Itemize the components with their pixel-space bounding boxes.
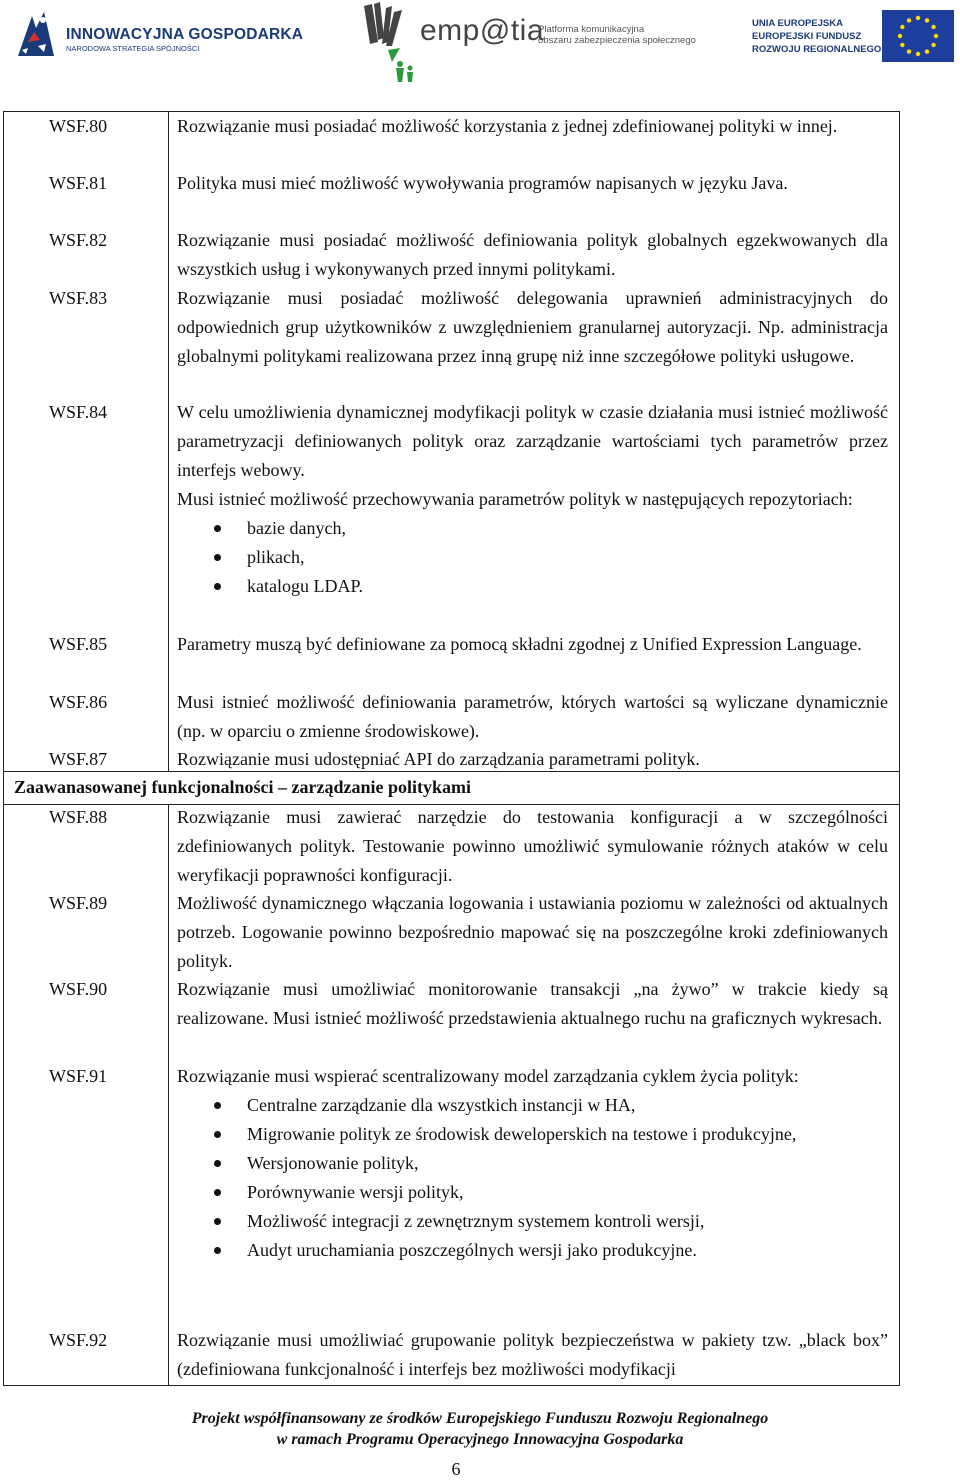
req-id: WSF.86: [49, 692, 108, 712]
req-text-paragraph-2: Musi istnieć możliwość przechowywania parametrów polityk w następujących repozytoriach:: [177, 489, 853, 509]
list-item: bazie danych,: [177, 514, 888, 543]
req-text: [177, 169, 888, 198]
list-item: Możliwość integracji z zewnętrznym systemem kontroli wersji,: [177, 1207, 888, 1236]
list-item: Audyt uruchamiania poszczególnych wersji jako produkcyjne.: [177, 1236, 888, 1265]
section-header-row: [4, 771, 899, 805]
ig-logo-title: INNOWACYJNA GOSPODARKA: [66, 26, 304, 43]
list-item: Centralne zarządzanie dla wszystkich instancji w HA,: [177, 1091, 888, 1120]
page-header: [0, 0, 960, 90]
req-text-paragraph: Możliwość dynamicznego włączania logowania i ustawiania poziomu w zależności od aktualnych potrzeb. Logowanie powinno bezpośrednio mapować się na poszczególne kroki zdefiniowanych polityk.: [177, 893, 888, 971]
eu-logo-text: [752, 17, 881, 56]
req-id: WSF.82: [49, 230, 108, 250]
bullet-list: [177, 1091, 888, 1265]
req-text: [177, 630, 888, 659]
req-id: WSF.80: [49, 116, 108, 136]
ig-emblem-icon: [14, 6, 58, 62]
req-text-paragraph: Rozwiązanie musi posiadać możliwość delegowania uprawnień administracyjnych do odpowiednich grup użytkowników z uwzględnieniem granularnej autoryzacji. Np. administracja globalnymi politykami realizowana przez inną grupę niż inne szczegółowe polityki usługowe.: [177, 288, 888, 366]
footer-line2: w ramach Programu Operacyjnego Innowacyjna Gospodarka: [276, 1431, 684, 1448]
req-id: WSF.83: [49, 288, 108, 308]
req-id: WSF.91: [49, 1066, 108, 1086]
req-id: WSF.92: [49, 1330, 108, 1350]
req-id: WSF.87: [49, 749, 108, 769]
req-text: [177, 1326, 888, 1384]
req-id: WSF.90: [49, 979, 108, 999]
eu-line2: EUROPEJSKI FUNDUSZ: [752, 31, 862, 42]
req-text: [177, 1062, 888, 1265]
eu-line3: ROZWOJU REGIONALNEGO: [752, 44, 882, 55]
empatia-logo: [358, 2, 696, 86]
bullet-list: [177, 514, 888, 601]
req-id: WSF.85: [49, 634, 108, 654]
req-text: [177, 889, 888, 976]
req-text: [177, 975, 888, 1033]
req-text: [177, 803, 888, 890]
empatia-logo-subtitle: [538, 24, 696, 46]
req-text: [177, 398, 888, 601]
list-item: plikach,: [177, 543, 888, 572]
empatia-subtitle-line1: Platforma komunikacyjna: [538, 24, 645, 35]
req-id: WSF.81: [49, 173, 108, 193]
req-text: [177, 284, 888, 371]
req-text-paragraph: Rozwiązanie musi zawierać narzędzie do testowania konfiguracji a w szczególności zdefiniowanych polityk. Testowanie powinno umożliwić symulowanie różnych ataków w celu weryfikacji poprawności konfiguracji.: [177, 807, 888, 885]
req-text-paragraph: Rozwiązanie musi posiadać możliwość korzystania z jednej zdefiniowanej polityki w innej.: [177, 116, 838, 136]
page-footer: [0, 1408, 960, 1450]
req-text-paragraph: W celu umożliwienia dynamicznej modyfikacji polityk w czasie działania musi istnieć możliwość parametryzacji definiowanych polityk oraz zarządzanie wartościami tych parametrów przez interfejs webowy.: [177, 402, 888, 480]
eu-flag-icon: [882, 10, 954, 62]
empatia-logo-name: emp@tia: [420, 14, 544, 47]
list-item: Porównywanie wersji polityk,: [177, 1178, 888, 1207]
list-item: Migrowanie polityk ze środowisk deweloperskich na testowe i produkcyjne,: [177, 1120, 888, 1149]
empatia-emblem-icon: [358, 2, 418, 86]
req-text-paragraph: Rozwiązanie musi umożliwiać grupowanie polityk bezpieczeństwa w pakiety tzw. „black box” (zdefiniowana funkcjonalność i interfejs bez możliwości modyfikacji: [177, 1330, 888, 1379]
section-title: Zaawanasowanej funkcjonalności – zarządzanie politykami: [14, 777, 472, 797]
footer-line1: Projekt współfinansowany ze środków Europejskiego Funduszu Rozwoju Regionalnego: [191, 1410, 769, 1427]
req-text-paragraph: Rozwiązanie musi umożliwiać monitorowanie transakcji „na żywo” w trakcie kiedy są realizowane. Musi istnieć możliwość przedstawienia aktualnego ruchu na graficznych wykresach.: [177, 979, 888, 1028]
req-text: [177, 226, 888, 284]
req-id: WSF.89: [49, 893, 108, 913]
page-number: 6: [451, 1459, 461, 1479]
req-text: [177, 112, 888, 141]
req-text-paragraph: Rozwiązanie musi wspierać scentralizowany model zarządzania cyklem życia polityk:: [177, 1066, 799, 1086]
empatia-subtitle-line2: obszaru zabezpieczenia społecznego: [538, 35, 696, 46]
req-text-paragraph: Parametry muszą być definiowane za pomocą składni zgodnej z Unified Expression Language.: [177, 634, 862, 654]
list-item: Wersjonowanie polityk,: [177, 1149, 888, 1178]
req-text-paragraph: Musi istnieć możliwość definiowania parametrów, których wartości są wyliczane dynamicznie (np. w oparciu o zmienne środowiskowe).: [177, 692, 888, 741]
eu-line1: UNIA EUROPEJSKA: [752, 18, 843, 29]
req-text: [177, 745, 888, 774]
eu-logo: [752, 10, 952, 66]
req-text: [177, 688, 888, 746]
req-text-paragraph: Rozwiązanie musi posiadać możliwość definiowania polityk globalnych egzekwowanych dla wszystkich usług i wykonywanych przed innymi politykami.: [177, 230, 888, 279]
ig-logo-subtitle: NARODOWA STRATEGIA SPÓJNOŚCI: [66, 44, 200, 53]
req-text-paragraph: Polityka musi mieć możliwość wywoływania programów napisanych w języku Java.: [177, 173, 788, 193]
list-item: katalogu LDAP.: [177, 572, 888, 601]
req-id: WSF.88: [49, 807, 108, 827]
req-id: WSF.84: [49, 402, 108, 422]
column-divider-top: [168, 112, 169, 771]
req-text-paragraph: Rozwiązanie musi udostępniać API do zarządzania parametrami polityk.: [177, 749, 700, 769]
innowacyjna-gospodarka-logo: [14, 6, 304, 62]
column-divider-bottom: [168, 805, 169, 1385]
